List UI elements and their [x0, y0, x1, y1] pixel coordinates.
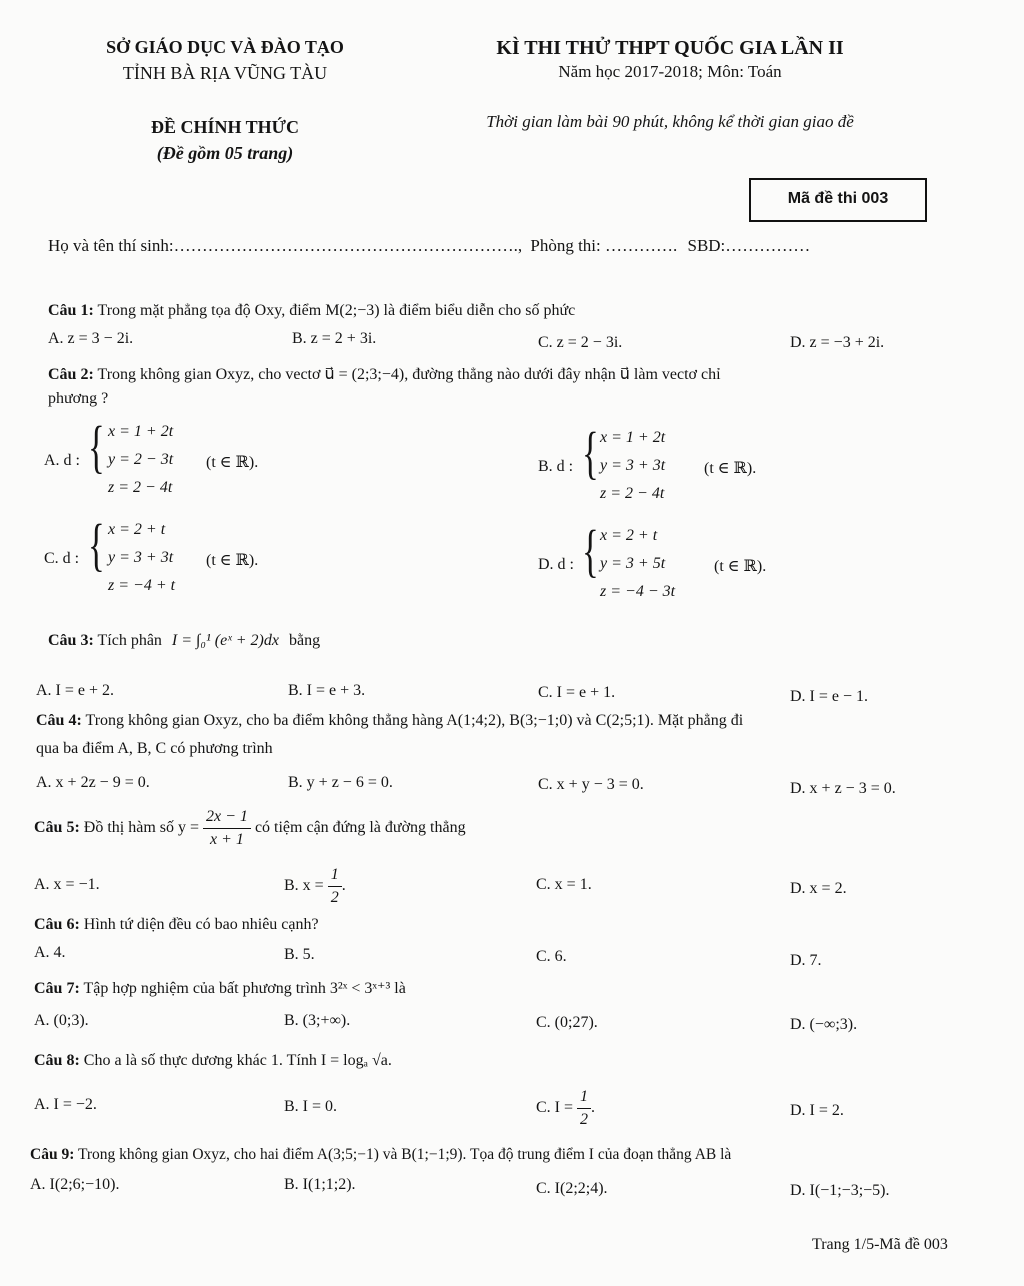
- equation-line: z = −4 + t: [108, 577, 176, 594]
- question-2: [48, 364, 721, 384]
- equation-line: y = 3 + 5t: [600, 555, 666, 572]
- question-8: [34, 1052, 392, 1070]
- answer-b: B. I = 0.: [284, 1098, 338, 1115]
- question-text: Tích phân: [97, 632, 162, 649]
- fraction-numerator: 1: [577, 1086, 591, 1109]
- answer-b: B. y + z − 6 = 0.: [288, 774, 393, 791]
- question-label: Câu 6:: [34, 916, 80, 933]
- question-text: Trong không gian Oxyz, cho vectơ u⃗ = (2;3;−4), đường thẳng nào dưới đây nhận u⃗ làm vectơ chỉ: [97, 366, 721, 383]
- equation-line: y = 3 + 3t: [108, 549, 174, 566]
- fraction-denominator: 2: [330, 889, 339, 906]
- answer-a-domain: (t ∈ ℝ).: [206, 454, 259, 471]
- brace-icon: {: [582, 420, 599, 485]
- question-label: Câu 9:: [30, 1146, 75, 1163]
- equation-line: y = 2 − 3t: [108, 451, 174, 468]
- question-3: [48, 632, 320, 650]
- answer-a: A. I(2;6;−10).: [30, 1176, 120, 1193]
- exam-title: KÌ THI THỬ THPT QUỐC GIA LẦN II: [496, 37, 844, 59]
- question-text: Trong không gian Oxyz, cho ba điểm không thẳng hàng A(1;4;2), B(3;−1;0) và C(2;5;1). Mặt phẳng đi: [85, 712, 744, 729]
- equation-line: z = 2 − 4t: [108, 479, 173, 496]
- answer-a-system: [108, 418, 173, 502]
- question-7: [34, 978, 406, 998]
- question-text-cont: phương ?: [48, 390, 109, 407]
- answer-b: B. z = 2 + 3i.: [292, 330, 377, 347]
- question-text: Hình tứ diện đều có bao nhiêu cạnh?: [83, 916, 319, 933]
- question-text: Tập hợp nghiệm của bất phương trình 3²ˣ < 3ˣ⁺³ là: [83, 980, 406, 997]
- candidate-name-blank: …………………………………………………….,: [173, 236, 523, 255]
- integral-expression: I = ∫₀¹ (eˣ + 2)dx: [171, 632, 279, 649]
- fraction: [203, 806, 251, 851]
- fraction: [328, 864, 342, 909]
- header-left: [60, 34, 390, 166]
- equation-line: x = 1 + 2t: [600, 429, 666, 446]
- time-note: Thời gian làm bài 90 phút, không kể thời gian giao đề: [486, 112, 854, 131]
- answer-b-text: B. x =: [284, 877, 324, 895]
- question-5: [34, 806, 466, 851]
- answer-d-label: D. d :: [538, 556, 574, 573]
- question-text: Đồ thị hàm số y =: [83, 819, 200, 837]
- equation-line: z = −4 − 3t: [600, 583, 676, 600]
- sbd-label: SBD:……………: [687, 236, 811, 255]
- answer-d: D. I(−1;−3;−5).: [790, 1182, 890, 1199]
- exam-code: Mã đề thi 003: [787, 190, 889, 207]
- answer-c-end: .: [591, 1099, 596, 1117]
- answer-c: C. z = 2 − 3i.: [538, 334, 623, 351]
- equation-line: z = 2 − 4t: [600, 485, 665, 502]
- answer-b-end: .: [341, 877, 346, 895]
- answer-b: [284, 864, 346, 909]
- answer-c-text: C. I =: [536, 1099, 574, 1117]
- candidate-line: [48, 236, 810, 256]
- answer-d-domain: (t ∈ ℝ).: [714, 558, 767, 575]
- answer-c: [536, 1086, 595, 1131]
- question-label: Câu 5:: [34, 819, 80, 837]
- answer-a: A. z = 3 − 2i.: [48, 330, 134, 347]
- answer-d: D. I = e − 1.: [790, 688, 869, 705]
- fraction-numerator: 1: [328, 864, 342, 887]
- room-label: Phòng thi: ………….: [530, 236, 678, 255]
- department-name: SỞ GIÁO DỤC VÀ ĐÀO TẠO: [106, 37, 344, 57]
- answer-d: D. (−∞;3).: [790, 1016, 858, 1033]
- question-1: [48, 302, 575, 320]
- brace-icon: {: [88, 414, 105, 479]
- equation-line: x = 2 + t: [600, 527, 658, 544]
- answer-c: C. x + y − 3 = 0.: [538, 776, 644, 793]
- answer-d-system: [600, 522, 675, 606]
- header-right: [400, 34, 940, 132]
- answer-a: A. x + 2z − 9 = 0.: [36, 774, 150, 791]
- answer-c-system: [108, 516, 175, 600]
- question-6: [34, 916, 319, 934]
- question-label: Câu 8:: [34, 1052, 80, 1069]
- answer-d: D. z = −3 + 2i.: [790, 334, 885, 351]
- question-label: Câu 4:: [36, 712, 82, 729]
- answer-a: A. 4.: [34, 944, 66, 961]
- answer-c-domain: (t ∈ ℝ).: [206, 552, 259, 569]
- year-subject: Năm học 2017-2018; Môn: Toán: [558, 62, 782, 81]
- answer-a: A. x = −1.: [34, 876, 100, 893]
- question-text: Trong không gian Oxyz, cho hai điểm A(3;5;−1) và B(1;−1;9). Tọa độ trung điểm I của đoạn thẳng AB là: [77, 1146, 732, 1163]
- question-label: Câu 2:: [48, 366, 94, 383]
- equation-line: x = 1 + 2t: [108, 423, 174, 440]
- fraction-numerator: 2x − 1: [203, 806, 251, 829]
- answer-d: D. 7.: [790, 952, 822, 969]
- question-9: [30, 1146, 731, 1164]
- answer-c: C. I = e + 1.: [538, 684, 616, 701]
- answer-d: D. I = 2.: [790, 1102, 844, 1119]
- question-4: [36, 712, 743, 730]
- question-label: Câu 7:: [34, 980, 80, 997]
- answer-a: A. I = −2.: [34, 1096, 97, 1113]
- candidate-name-label: Họ và tên thí sinh:: [48, 236, 174, 255]
- question-text-cont: qua ba điểm A, B, C có phương trình: [36, 740, 273, 757]
- question-label: Câu 3:: [48, 632, 94, 649]
- official-label: ĐỀ CHÍNH THỨC: [150, 117, 300, 137]
- answer-b: B. (3;+∞).: [284, 1012, 351, 1029]
- question-text: Trong mặt phẳng tọa độ Oxy, điểm M(2;−3) là điểm biểu diễn cho số phức: [97, 302, 576, 319]
- equation-line: x = 2 + t: [108, 521, 166, 538]
- fraction: [577, 1086, 591, 1131]
- answer-c: C. (0;27).: [536, 1014, 598, 1031]
- brace-icon: {: [88, 512, 105, 577]
- answer-c: C. 6.: [536, 948, 567, 965]
- question-text-end: bằng: [288, 632, 321, 649]
- fraction-denominator: 2: [580, 1111, 589, 1128]
- answer-b-label: B. d :: [538, 458, 574, 475]
- answer-a: A. (0;3).: [34, 1012, 89, 1029]
- answer-b-system: [600, 424, 665, 508]
- question-text: Cho a là số thực dương khác 1. Tính I = logₐ √a.: [83, 1052, 392, 1069]
- answer-a-label: A. d :: [44, 452, 80, 469]
- answer-c-label: C. d :: [44, 550, 80, 567]
- brace-icon: {: [582, 518, 599, 583]
- fraction-denominator: x + 1: [210, 831, 244, 848]
- exam-code-box: [749, 178, 927, 222]
- answer-c: C. x = 1.: [536, 876, 592, 893]
- page-footer: Trang 1/5-Mã đề 003: [812, 1236, 948, 1253]
- question-label: Câu 1:: [48, 302, 94, 319]
- answer-a: A. I = e + 2.: [36, 682, 115, 699]
- pages-note: (Đề gồm 05 trang): [156, 143, 294, 163]
- answer-d: D. x + z − 3 = 0.: [790, 780, 896, 797]
- equation-line: y = 3 + 3t: [600, 457, 666, 474]
- answer-c: C. I(2;2;4).: [536, 1180, 608, 1197]
- province-name: TỈNH BÀ RỊA VŨNG TÀU: [122, 63, 328, 83]
- answer-d: D. x = 2.: [790, 880, 847, 897]
- answer-b: B. 5.: [284, 946, 315, 963]
- answer-b: B. I = e + 3.: [288, 682, 366, 699]
- answer-b-domain: (t ∈ ℝ).: [704, 460, 757, 477]
- question-text-end: có tiệm cận đứng là đường thẳng: [254, 819, 466, 837]
- answer-b: B. I(1;1;2).: [284, 1176, 356, 1193]
